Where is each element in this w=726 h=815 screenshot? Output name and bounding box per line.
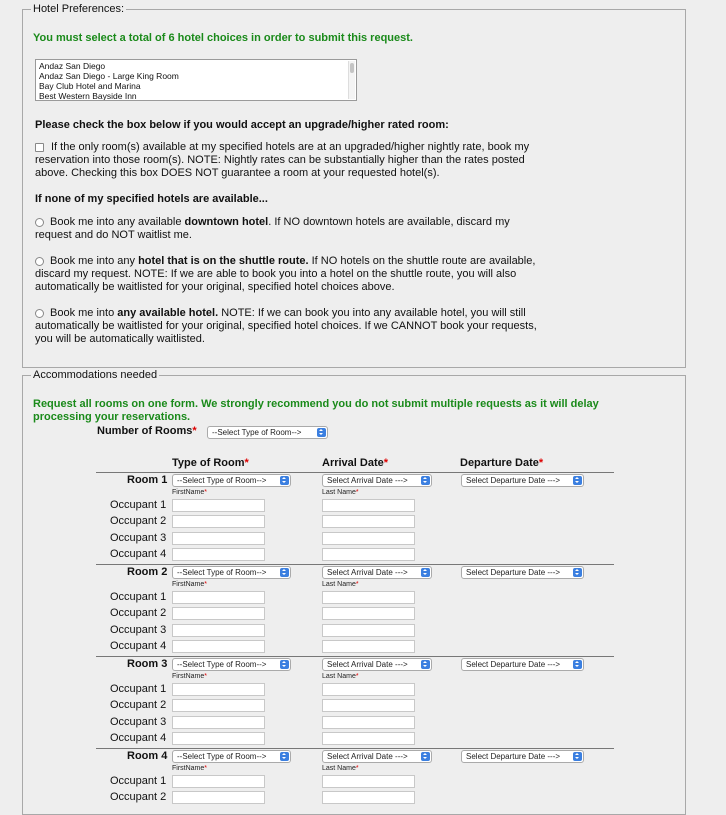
number-of-rooms-select-value: --Select Type of Room--> <box>212 428 302 437</box>
room-divider <box>96 656 614 657</box>
chevron-updown-icon <box>421 660 430 669</box>
shuttle-radio[interactable] <box>35 257 44 266</box>
last-name-label <box>322 765 359 773</box>
occupant-last-name-input[interactable] <box>322 591 415 604</box>
required-mark: * <box>355 765 359 772</box>
occupant-first-name-input[interactable] <box>172 716 265 729</box>
arrival-date-header-text: Arrival Date <box>322 457 384 469</box>
chevron-updown-icon <box>421 752 430 761</box>
any-hotel-option-text: Book me into <box>50 307 118 319</box>
listbox-scrollbar[interactable] <box>348 61 355 99</box>
room-label: Room 2 <box>127 566 168 578</box>
required-mark: * <box>204 765 208 772</box>
required-mark: * <box>204 489 208 496</box>
chevron-updown-icon <box>573 568 582 577</box>
arrival-date-select-value: Select Arrival Date ---> <box>327 660 408 669</box>
occupant-last-name-input[interactable] <box>322 532 415 545</box>
last-name-label <box>322 581 359 589</box>
arrival-date-select-value: Select Arrival Date ---> <box>327 752 408 761</box>
first-name-label <box>172 489 207 497</box>
departure-date-select-value: Select Departure Date ---> <box>466 660 561 669</box>
occupant-label: Occupant 3 <box>110 531 167 544</box>
first-name-label-text: FirstName <box>172 581 205 588</box>
occupant-first-name-input[interactable] <box>172 683 265 696</box>
arrival-date-select[interactable] <box>322 658 432 671</box>
hotel-preferences-fieldset <box>22 3 686 368</box>
occupant-first-name-input[interactable] <box>172 591 265 604</box>
hotel-choices-notice: You must select a total of 6 hotel choices in order to submit this request. <box>33 32 413 44</box>
occupant-last-name-input[interactable] <box>322 624 415 637</box>
room-divider <box>96 748 614 749</box>
upgrade-option-text: If the only room(s) available at my specified hotels are at an upgraded/higher nightly rate, book my reservation into those room(s). NOTE: Nightly rates can be substantially higher than the rates posted above. Checking this box DOES NOT guarantee a room at your requested hotel(s). <box>35 141 530 179</box>
type-of-room-header <box>172 457 249 470</box>
last-name-label <box>322 673 359 681</box>
first-name-label-text: FirstName <box>172 489 205 496</box>
occupant-first-name-input[interactable] <box>172 499 265 512</box>
downtown-option-text: Book me into any available <box>50 216 185 228</box>
required-mark: * <box>355 489 359 496</box>
room-type-select-value: --Select Type of Room--> <box>177 568 267 577</box>
occupant-last-name-input[interactable] <box>322 640 415 653</box>
required-mark: * <box>192 425 197 437</box>
occupant-label: Occupant 1 <box>110 499 167 511</box>
room-type-select-value: --Select Type of Room--> <box>177 476 267 485</box>
last-name-label-text: Last Name <box>322 673 356 680</box>
first-name-label <box>172 581 207 589</box>
hotel-option[interactable]: Bay Club Hotel and Marina <box>39 81 141 91</box>
occupant-last-name-input[interactable] <box>322 683 415 696</box>
downtown-radio[interactable] <box>35 218 44 227</box>
departure-date-select[interactable] <box>461 474 584 487</box>
arrival-date-select[interactable] <box>322 474 432 487</box>
departure-date-select[interactable] <box>461 566 584 579</box>
shuttle-option <box>35 255 557 294</box>
last-name-label-text: Last Name <box>322 581 356 588</box>
occupant-label: Occupant 2 <box>110 791 167 804</box>
arrival-date-select[interactable] <box>322 566 432 579</box>
first-name-label-text: FirstName <box>172 765 205 772</box>
upgrade-checkbox[interactable] <box>35 143 44 152</box>
occupant-first-name-input[interactable] <box>172 732 265 745</box>
occupant-last-name-input[interactable] <box>322 699 415 712</box>
occupant-first-name-input[interactable] <box>172 532 265 545</box>
chevron-updown-icon <box>280 660 289 669</box>
occupant-label: Occupant 4 <box>110 639 167 652</box>
occupant-label: Occupant 4 <box>110 731 167 744</box>
last-name-label <box>322 489 359 497</box>
shuttle-option-text: Book me into any <box>50 255 139 267</box>
chevron-updown-icon <box>280 568 289 577</box>
any-hotel-option-bold: any available hotel. <box>117 307 219 319</box>
accommodations-notice: Request all rooms on one form. We strongly recommend you do not submit multiple requests as it will delay processing your reservations. <box>33 398 599 423</box>
any-hotel-radio[interactable] <box>35 309 44 318</box>
room-divider <box>96 564 614 565</box>
required-mark: * <box>355 581 359 588</box>
required-mark: * <box>538 457 544 469</box>
occupant-first-name-input[interactable] <box>172 624 265 637</box>
occupant-last-name-input[interactable] <box>322 732 415 745</box>
occupant-first-name-input[interactable] <box>172 699 265 712</box>
chevron-updown-icon <box>421 568 430 577</box>
upgrade-heading: Please check the box below if you would accept an upgrade/higher rated room: <box>35 119 449 131</box>
arrival-date-select[interactable] <box>322 750 432 763</box>
required-mark: * <box>244 457 249 469</box>
occupant-label: Occupant 3 <box>110 715 167 728</box>
arrival-date-select-value: Select Arrival Date ---> <box>327 476 408 485</box>
departure-date-select[interactable] <box>461 658 584 671</box>
required-mark: * <box>204 581 208 588</box>
occupant-last-name-input[interactable] <box>322 775 415 788</box>
arrival-date-select-value: Select Arrival Date ---> <box>327 568 408 577</box>
departure-date-select-value: Select Departure Date ---> <box>466 476 561 485</box>
room-type-select[interactable] <box>172 750 291 763</box>
hotel-option[interactable]: Andaz San Diego - Large King Room <box>39 71 179 81</box>
occupant-label: Occupant 4 <box>110 547 167 560</box>
hotel-choices-listbox[interactable] <box>35 59 357 101</box>
shuttle-option-bold: hotel that is on the shuttle route. <box>138 255 309 267</box>
room-type-select[interactable] <box>172 658 291 671</box>
shuttle-option-text-2: If NO hotels on the shuttle route are available, discard my request. NOTE: If we are able to book you into a hotel on the shuttle route, you will also automatically be waitlisted for your original, specified hotel choices above. <box>35 255 536 293</box>
accommodations-legend: Accommodations needed <box>33 369 158 381</box>
chevron-updown-icon <box>317 428 326 437</box>
room-label: Room 1 <box>127 474 168 486</box>
room-divider <box>96 472 614 473</box>
required-mark: * <box>383 457 389 469</box>
first-name-label-text: FirstName <box>172 673 205 680</box>
occupant-label: Occupant 1 <box>110 775 167 787</box>
number-of-rooms-label <box>97 425 197 437</box>
occupant-label: Occupant 1 <box>110 591 167 603</box>
chevron-updown-icon <box>280 752 289 761</box>
room-type-select-value: --Select Type of Room--> <box>177 660 267 669</box>
room-type-select-value: --Select Type of Room--> <box>177 752 267 761</box>
last-name-label-text: Last Name <box>322 489 356 496</box>
occupant-last-name-input[interactable] <box>322 607 415 620</box>
occupant-first-name-input[interactable] <box>172 775 265 788</box>
occupant-last-name-input[interactable] <box>322 499 415 512</box>
occupant-first-name-input[interactable] <box>172 640 265 653</box>
occupant-label: Occupant 3 <box>110 623 167 636</box>
occupant-last-name-input[interactable] <box>322 716 415 729</box>
occupant-first-name-input[interactable] <box>172 515 265 528</box>
none-available-heading: If none of my specified hotels are available... <box>35 193 268 205</box>
downtown-option <box>35 216 545 242</box>
occupant-first-name-input[interactable] <box>172 607 265 620</box>
occupant-label: Occupant 1 <box>110 683 167 695</box>
chevron-updown-icon <box>280 476 289 485</box>
occupant-label: Occupant 2 <box>110 607 167 620</box>
occupant-last-name-input[interactable] <box>322 791 415 804</box>
chevron-updown-icon <box>573 752 582 761</box>
occupant-first-name-input[interactable] <box>172 791 265 804</box>
departure-date-select-value: Select Departure Date ---> <box>466 568 561 577</box>
downtown-option-bold: downtown hotel <box>184 216 269 228</box>
chevron-updown-icon <box>421 476 430 485</box>
any-hotel-option-text-2: NOTE: If we can book you into any available hotel, you will still automatically be waitlisted for your original, specified hotel choices. If we CANNOT book your requests, you will be automatically waitlisted. <box>35 307 537 345</box>
room-label: Room 4 <box>127 750 168 762</box>
hotel-option[interactable]: Andaz San Diego <box>39 61 106 71</box>
occupant-label: Occupant 2 <box>110 515 167 528</box>
required-mark: * <box>355 673 359 680</box>
room-type-select[interactable] <box>172 474 291 487</box>
first-name-label <box>172 765 207 773</box>
downtown-option-text-2: . If NO downtown hotels are available, discard my request and do NOT waitlist me. <box>35 216 510 241</box>
required-mark: * <box>204 673 208 680</box>
hotel-preferences-legend: Hotel Preferences: <box>33 3 125 15</box>
upgrade-option <box>35 141 545 180</box>
arrival-date-header <box>322 457 388 470</box>
departure-date-header <box>460 457 543 470</box>
chevron-updown-icon <box>573 476 582 485</box>
room-label: Room 3 <box>127 658 168 670</box>
last-name-label-text: Last Name <box>322 765 356 772</box>
occupant-first-name-input[interactable] <box>172 548 265 561</box>
any-hotel-option <box>35 307 557 346</box>
occupant-label: Occupant 2 <box>110 699 167 712</box>
number-of-rooms-text: Number of Rooms <box>97 425 193 437</box>
departure-date-select[interactable] <box>461 750 584 763</box>
departure-date-header-text: Departure Date <box>460 457 539 469</box>
occupant-last-name-input[interactable] <box>322 548 415 561</box>
departure-date-select-value: Select Departure Date ---> <box>466 752 561 761</box>
chevron-updown-icon <box>573 660 582 669</box>
number-of-rooms-select[interactable] <box>207 426 328 439</box>
first-name-label <box>172 673 207 681</box>
room-type-select[interactable] <box>172 566 291 579</box>
hotel-option[interactable]: Best Western Bayside Inn <box>39 91 137 101</box>
occupant-last-name-input[interactable] <box>322 515 415 528</box>
type-of-room-header-text: Type of Room <box>172 457 245 469</box>
